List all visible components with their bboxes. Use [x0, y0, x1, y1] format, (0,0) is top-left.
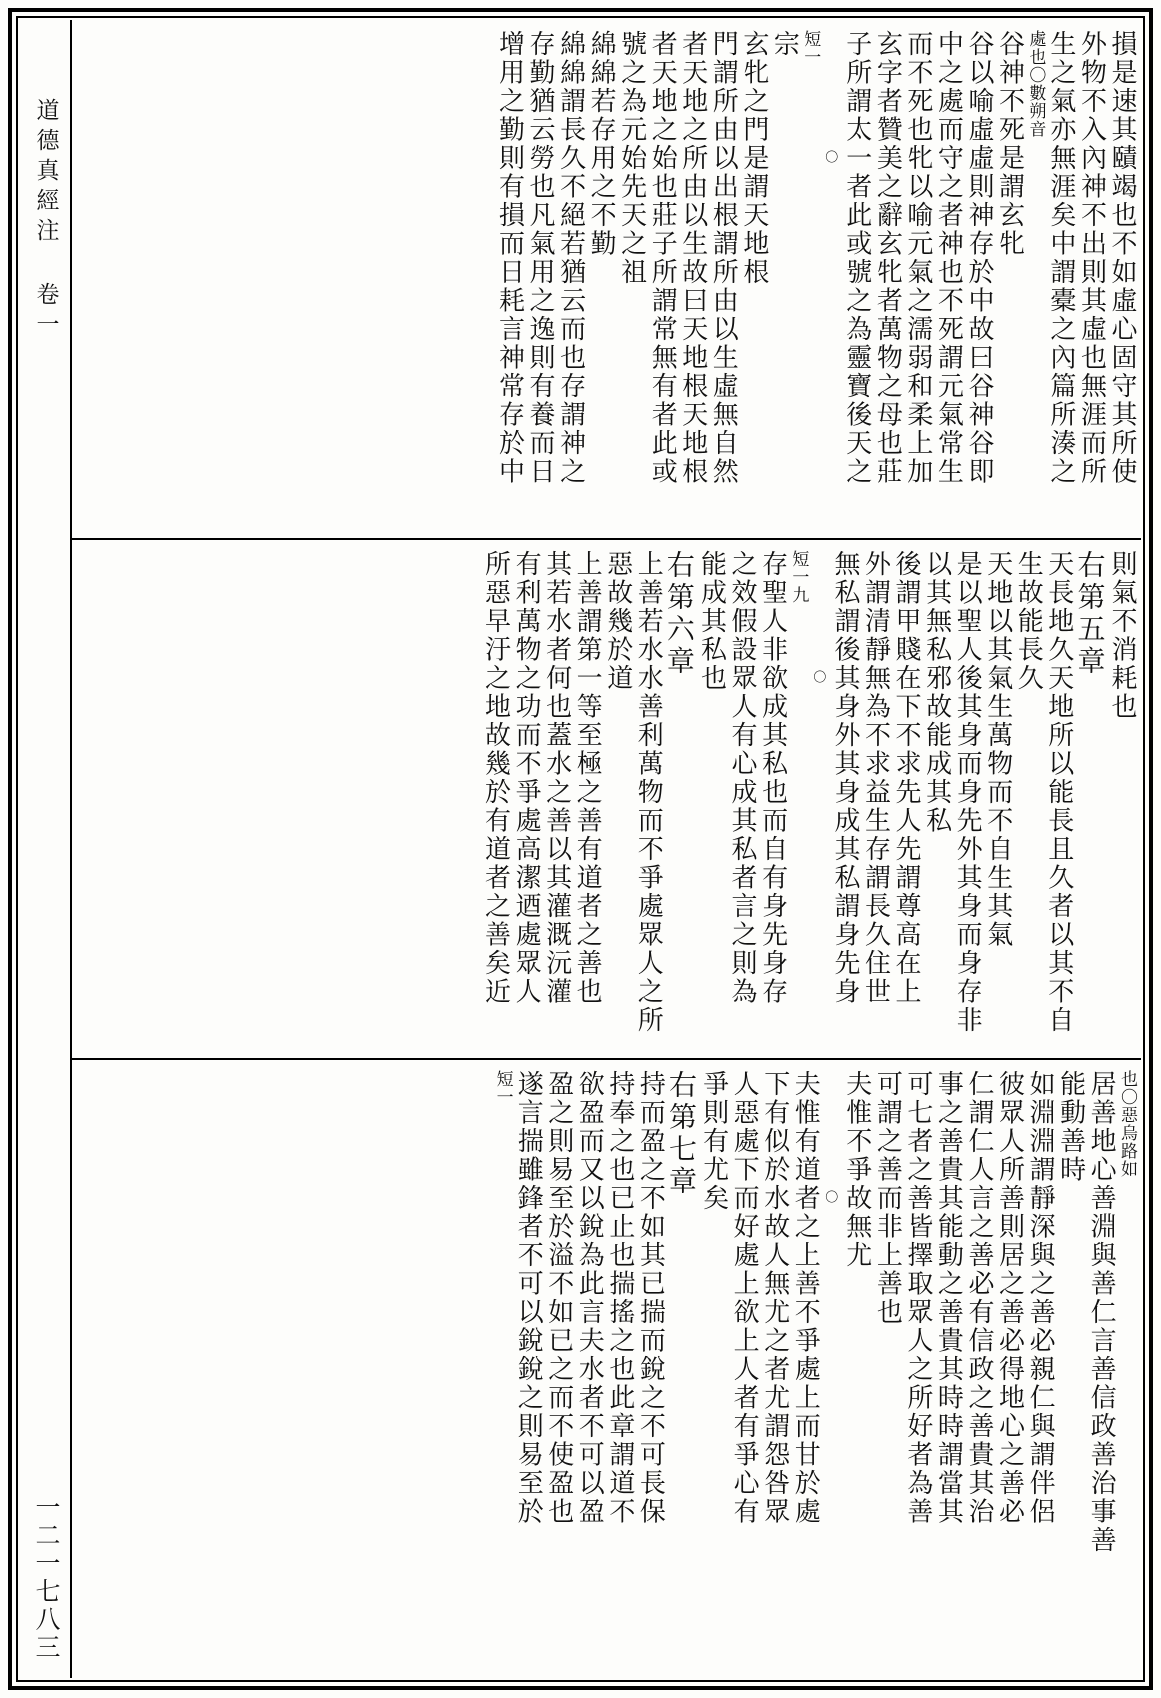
text-column: 者天地之始也莊子所謂常無有者此或: [647, 30, 678, 486]
text-column: 居善地心善淵與善仁言善信政善治事善: [1086, 1070, 1117, 1555]
text-column: 玄牝之門是謂天地根: [738, 30, 769, 287]
text-column: 可七者之善皆擇取眾人之所好者為善: [902, 1070, 933, 1526]
text-column: 〇: [810, 670, 826, 683]
text-column: 玄字者贊美之辭玄牝者萬物之母也莊: [872, 30, 903, 486]
text-column: 欲盈而又以銳為此言夫水者不可以盈: [574, 1070, 605, 1526]
text-column: 谷神不死是謂玄牝: [994, 30, 1025, 258]
text-column: 天長地久天地所以能長且久者以其不自: [1043, 550, 1074, 1035]
text-column: 盈之則易至於溢不如已之而不使盈也: [543, 1070, 574, 1526]
text-column: 宗: [769, 30, 800, 59]
text-column: 處也〇數朔音: [1025, 30, 1046, 138]
text-column: 者天地之所由以生故曰天地根天地根: [677, 30, 708, 486]
text-column: 綿綿謂長久不絕若猶云而也存謂神之: [555, 30, 586, 486]
text-column: 短一九: [788, 550, 809, 604]
text-band-1: [72, 20, 1141, 540]
text-column: 是以聖人後其身而身先外其身而身存非: [952, 550, 983, 1035]
text-column: 生之氣亦無涯矣中謂橐之內篇所湊之: [1045, 30, 1076, 486]
text-column: 中之處而守之者神也不死謂元氣常生: [933, 30, 964, 486]
text-column: 生故能長久: [1013, 550, 1044, 693]
text-column: 天地以其氣生萬物而不自生其氣: [982, 550, 1013, 949]
page-number-top: 一二一: [32, 1494, 61, 1578]
page-number-bottom: 七八三: [32, 1578, 61, 1662]
text-column: 短一: [492, 1070, 513, 1106]
text-column: 有利萬物之功而不爭處高潔迺處眾人: [511, 550, 542, 1006]
text-column: 持奉之也已止也揣搖之也此章謂道不: [604, 1070, 635, 1526]
text-column: 下有似於水故人無尤之者尤謂怨咎眾: [759, 1070, 790, 1526]
text-column: 則氣不消耗也: [1107, 550, 1137, 721]
text-column: 其若水者何也蓋水之善以其灌溉沅灌: [541, 550, 572, 1006]
text-column: 遂言揣雖鋒者不可以銳銳之則易至於: [513, 1070, 544, 1526]
text-column: 存勤猶云勞也凡氣用之逸則有養而日: [525, 30, 556, 486]
text-column: 而不死也牝以喻元氣之濡弱和柔上加: [902, 30, 933, 486]
text-band-2: [72, 540, 1141, 1060]
text-column: 外謂清靜無為不求益生存謂長久住世: [860, 550, 891, 1006]
text-column: 〇: [822, 1190, 838, 1203]
text-column: 事之善貴其能動之善貴其時時謂當其: [933, 1070, 964, 1526]
text-column: 綿綿若存用之不勤: [586, 30, 617, 258]
text-column: 上善若水水善利萬物而不爭處眾人之所: [633, 550, 664, 1035]
text-column: 以其無私邪故能成其私: [921, 550, 952, 835]
text-column: 夫惟不爭故無尤: [841, 1070, 872, 1270]
text-column: 谷以喻虛虛則神存於中故曰谷神谷即: [963, 30, 994, 486]
text-column: 彼眾人所善則居之善必得地心之善必: [994, 1070, 1025, 1526]
text-column: 後謂甲賤在下不求先人先謂尊高在上: [891, 550, 922, 1006]
text-column: 增用之勤則有損而日耗言神常存於中: [494, 30, 525, 486]
text-column: 仁謂仁人言之善必有信政之善貴其治: [963, 1070, 994, 1526]
text-column: 短一: [800, 30, 821, 66]
text-column: 所惡早汙之地故幾於有道者之善矣近: [480, 550, 511, 1006]
text-column: 〇: [822, 150, 838, 163]
text-column: 也〇惡烏路如: [1117, 1070, 1137, 1178]
text-column: 持而盈之不如其已揣而銳之不可長保: [635, 1070, 666, 1526]
side-margin-column: [20, 20, 72, 1678]
text-column: 門謂所由以出根謂所由以生虛無自然: [708, 30, 739, 486]
text-column: 惡故幾於道: [602, 550, 633, 693]
text-column: 爭則有尤矣: [698, 1070, 729, 1213]
text-column: 右第六章: [662, 550, 696, 678]
main-text-area: [72, 20, 1141, 1678]
text-column: 子所謂太一者此或號之為靈寶後天之: [841, 30, 872, 486]
book-title: 道德真經注: [32, 98, 59, 248]
text-column: 上善謂第一等至極之善有道者之善也: [572, 550, 603, 1006]
text-column: 可謂之善而非上善也: [872, 1070, 903, 1327]
text-column: 右第五章: [1073, 550, 1107, 678]
text-column: 能動善時: [1055, 1070, 1086, 1184]
text-column: 無私謂後其身外其身成其私謂身先身: [829, 550, 860, 1006]
text-column: 之效假設眾人有心成其私者言之則為: [727, 550, 758, 1006]
text-column: 損是速其賾竭也不如虛心固守其所使: [1107, 30, 1137, 486]
text-column: 號之為元始先天之祖: [616, 30, 647, 287]
text-column: 存聖人非欲成其私也而自有身先身存: [757, 550, 788, 1006]
text-column: 外物不入內神不出則其虛也無涯而所: [1076, 30, 1107, 486]
text-column: 如淵淵謂靜深與之善必親仁與謂伴侶: [1025, 1070, 1056, 1526]
text-column: 夫惟有道者之上善不爭處上而甘於處: [790, 1070, 821, 1526]
text-column: 能成其私也: [696, 550, 727, 693]
page-number-block: [20, 1494, 72, 1662]
volume-label: 卷一: [32, 282, 59, 342]
text-band-3: [72, 1060, 1141, 1678]
text-column: 人惡處下而好處上欲上人者有爭心有: [729, 1070, 760, 1526]
text-column: 右第七章: [665, 1070, 699, 1198]
